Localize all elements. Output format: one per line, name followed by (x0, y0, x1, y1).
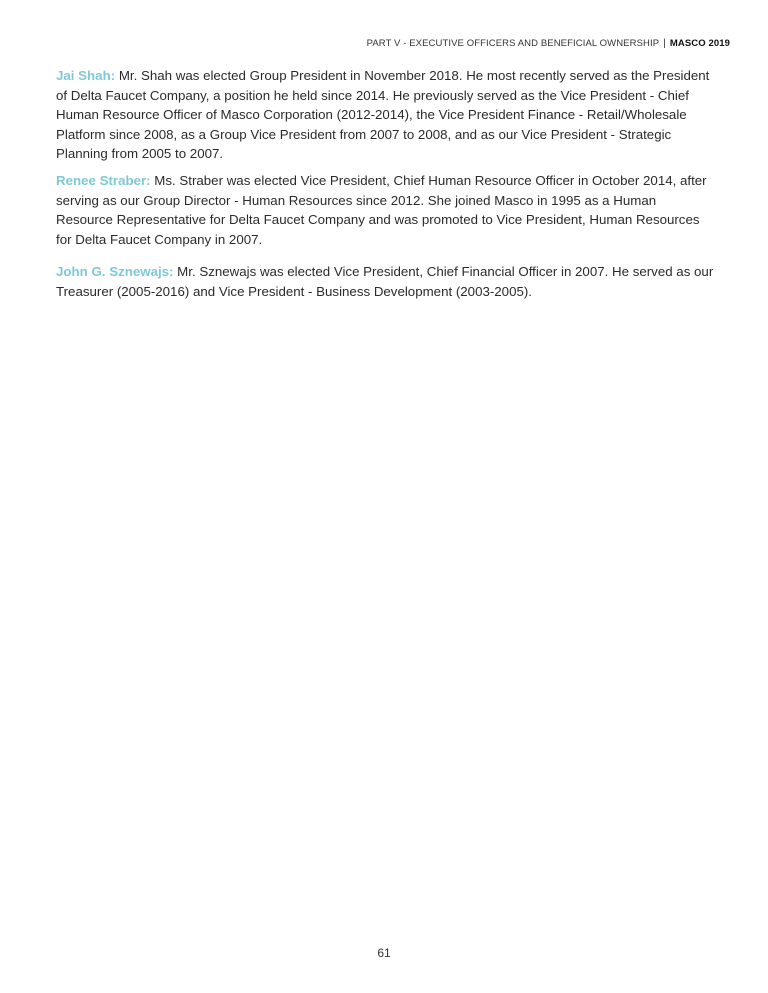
header-section-title: PART V - EXECUTIVE OFFICERS AND BENEFICIAL OWNERSHIP (366, 38, 660, 49)
bio-jai-shah (56, 66, 716, 164)
bio-text: Mr. Sznewajs was elected Vice President, Chief Financial Officer in 2007. He served as our Treasurer (2005-2016) and Vice President - Business Development (2003-2005). (56, 264, 714, 299)
page-number: 61 (377, 946, 391, 960)
executive-bios (56, 66, 716, 309)
bio-text: Ms. Straber was elected Vice President, Chief Human Resource Officer in October 2014, after serving as our Group Director - Human Resources since 2012. She joined Masco in 1995 as a Human Resource Representative for Delta Faucet Company and was promoted to Vice President, Human Resources for Delta Faucet Company in 2007. (56, 172, 707, 247)
bio-renee-straber (56, 171, 716, 249)
bio-name: Renee Straber: (56, 172, 151, 188)
bio-text: Mr. Shah was elected Group President in November 2018. He most recently served as the President of Delta Faucet Company, a position he held since 2014. He previously served as the Vice President - Chief Human Resource Officer of Masco Corporation (2012-2014), the Vice President Finance - Retail/Wholesale Platform since 2008, as a Group Vice President from 2007 to 2008, and as our Vice President - Strategic Planning from 2005 to 2007. (56, 68, 710, 162)
header-separator: | (663, 38, 666, 49)
bio-john-sznewajs (56, 262, 716, 301)
header-brand: MASCO 2019 (669, 38, 730, 49)
bio-name: John G. Sznewajs: (56, 264, 174, 280)
running-header (367, 38, 730, 49)
bio-name: Jai Shah: (56, 68, 116, 83)
